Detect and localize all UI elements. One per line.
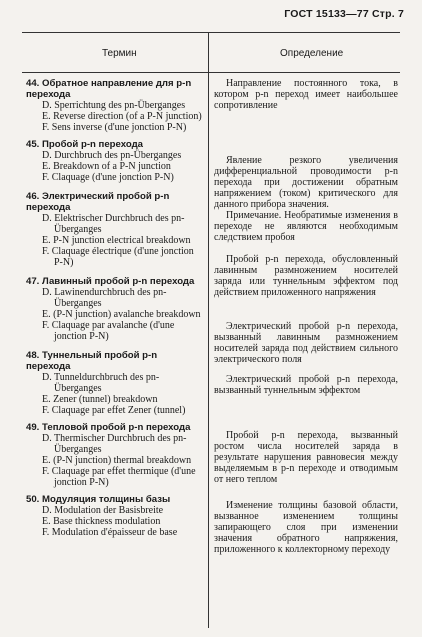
term-translation: D. Elektrischer Durchbruch des pn-Überganges [42, 213, 185, 235]
term-title: 49. Тепловой пробой p-n перехода [26, 422, 191, 433]
term-entry [26, 494, 204, 538]
definition-paragraph: Явление резкого увеличения дифференциальной проводимости p-n перехода при достижении обратным напряжением (током) критического для данного прибора значения. [214, 155, 398, 210]
term-definition [214, 78, 398, 111]
definition-paragraph: Примечание. Необратимые изменения в переходе не являются необходимым следствием пробоя [214, 210, 398, 243]
term-entry [26, 422, 204, 488]
term-title: 50. Модуляция толщины базы [26, 494, 171, 505]
page-header: ГОСТ 15133—77 Стр. 7 [284, 8, 404, 20]
table-header-rule [22, 72, 400, 73]
term-definition [214, 500, 398, 555]
term-entry [26, 276, 204, 342]
definition-paragraph: Изменение толщины базовой области, вызванное изменением толщины запирающего слоя при изменении значения обратного напряжения, приложенного к коллекторному переходу [214, 500, 398, 555]
term-translation: F. Modulation d'épaisseur de base [42, 527, 178, 538]
term-translation: E. Zener (tunnel) breakdown [42, 394, 158, 405]
term-definition [214, 321, 398, 365]
definition-paragraph: Направление постоянного тока, в котором p-n переход имеет наибольшее сопротивление [214, 78, 398, 111]
term-translation: E. P-N junction electrical breakdown [42, 235, 191, 246]
terms-table [22, 32, 400, 628]
term-entry [26, 191, 204, 268]
term-translation: D. Modulation der Basisbreite [42, 505, 164, 516]
term-translation: F. Claquage par effet thermique (d'une jonction P-N) [42, 466, 196, 488]
term-title: 44. Обратное направление для p-n перехода [26, 78, 192, 100]
terms-column [26, 78, 204, 538]
term-translation: D. Sperrichtung des pn-Überganges [42, 100, 186, 111]
term-translation: E. Breakdown of a P-N junction [42, 161, 171, 172]
term-entry [26, 350, 204, 416]
term-translation: E. Reverse direction (of a P-N junction) [42, 111, 202, 122]
term-translation: E. (P-N junction) thermal breakdown [42, 455, 192, 466]
term-title: 45. Пробой p-n перехода [26, 139, 144, 150]
definition-paragraph: Пробой p-n перехода, вызванный ростом числа носителей заряда в результате нарушения равновесия между выделяемым в p-n переходе и отводимым от него теплом [214, 430, 398, 485]
term-translation: F. Sens inverse (d'une jonction P-N) [42, 122, 187, 133]
term-definition [214, 430, 398, 485]
term-translation: E. (P-N junction) avalanche breakdown [42, 309, 201, 320]
term-translation: D. Thermischer Durchbruch des pn-Überganges [42, 433, 187, 455]
term-translation: D. Durchbruch des pn-Überganges [42, 150, 182, 161]
column-header-terms: Термин [102, 48, 137, 59]
term-translation: D. Lawinendurchbruch des pn-Überganges [42, 287, 167, 309]
term-definition [214, 374, 398, 396]
term-title: 48. Туннельный пробой p-n перехода [26, 350, 158, 372]
term-translation: F. Claquage par effet Zener (tunnel) [42, 405, 186, 416]
term-translation: F. Claquage par avalanche (d'une jonction P-N) [42, 320, 175, 342]
term-definition [214, 254, 398, 298]
definition-paragraph: Электрический пробой p-n перехода, вызванный лавинным размножением носителей заряда под действием сильного электрического поля [214, 321, 398, 365]
definition-paragraph: Электрический пробой p-n перехода, вызванный туннельным эффектом [214, 374, 398, 396]
column-header-definition: Определение [280, 48, 344, 59]
term-entry [26, 139, 204, 183]
table-top-rule [22, 32, 400, 33]
definition-paragraph: Пробой p-n перехода, обусловленный лавинным размножением носителей заряда или туннельным эффектом под действием приложенного напряжения [214, 254, 398, 298]
term-translation: F. Claquage électrique (d'une jonction P-N) [42, 246, 194, 268]
term-title: 47. Лавинный пробой p-n перехода [26, 276, 195, 287]
term-entry [26, 78, 204, 133]
term-translation: F. Claquage (d'une jonction P-N) [42, 172, 174, 183]
term-translation: D. Tunneldurchbruch des pn-Überganges [42, 372, 160, 394]
term-definition [214, 155, 398, 243]
term-title: 46. Электрический пробой p-n перехода [26, 191, 170, 213]
column-divider [208, 32, 209, 628]
term-translation: E. Base thickness modulation [42, 516, 161, 527]
